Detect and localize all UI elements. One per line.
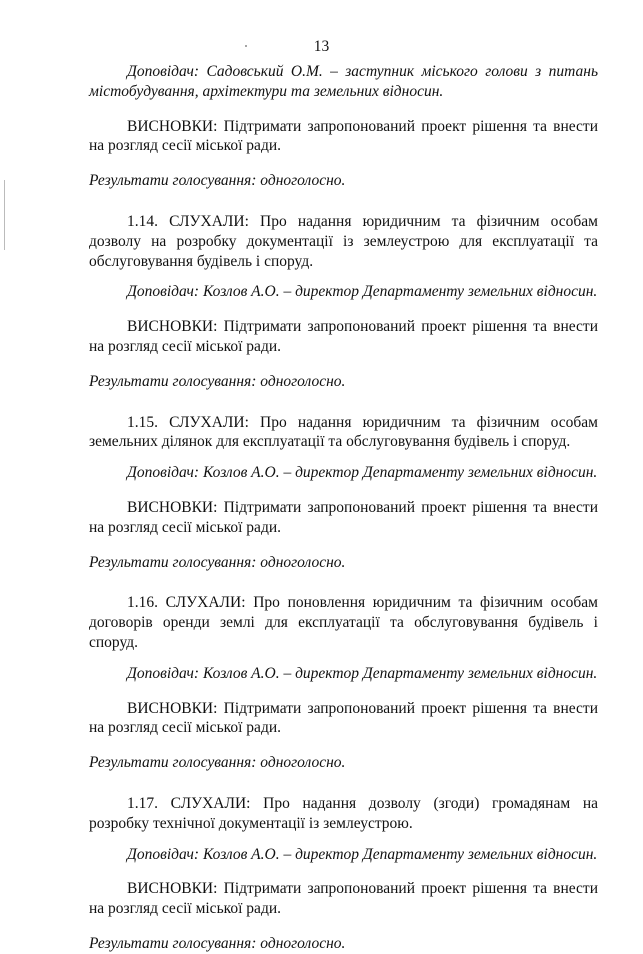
vote-result: Результати голосування: одноголосно. <box>89 754 346 772</box>
vote-result: Результати голосування: одноголосно. <box>89 553 346 571</box>
document-body <box>89 62 598 954</box>
conclusion-line: ВИСНОВКИ: Підтримати запропонований проект рішення та внести на розгляд сесії міської ради. <box>89 318 598 355</box>
reporter-line: Доповідач: Козлов А.О. – директор Департаменту земельних відносин. <box>127 664 598 682</box>
conclusion-line: ВИСНОВКИ: Підтримати запропонований проект рішення та внести на розгляд сесії міської ради. <box>89 498 598 536</box>
reporter-line: Доповідач: Садовський О.М. – заступник міського голови з питань містобудування, архітектури та земельних відносин. <box>89 63 598 100</box>
page-number: 13 <box>313 38 330 55</box>
vote-result: Результати голосування: одноголосно. <box>89 934 346 952</box>
scan-edge-mark <box>4 180 5 250</box>
agenda-item-1-15 <box>89 413 598 573</box>
heard-line: 1.15. СЛУХАЛИ: Про надання юридичним та фізичним особам земельних ділянок для експлуатації та обслуговування будівель і споруд. <box>89 413 598 451</box>
intro-block <box>89 62 598 191</box>
reporter-line: Доповідач: Козлов А.О. – директор Департаменту земельних відносин. <box>127 464 598 482</box>
conclusion-line: ВИСНОВКИ: Підтримати запропонований проект рішення та внести на розгляд сесії міської ради. <box>89 880 598 918</box>
conclusion-line: ВИСНОВКИ: Підтримати запропонований проект рішення та внести на розгляд сесії міської ради. <box>89 699 598 737</box>
reporter-line: Доповідач: Козлов А.О. – директор Департаменту земельних відносин. <box>127 845 598 863</box>
heard-line: 1.17. СЛУХАЛИ: Про надання дозволу (згоди) громадянам на розробку технічної документації із землеустрою. <box>89 794 598 832</box>
vote-result: Результати голосування: одноголосно. <box>89 172 346 190</box>
heard-line: 1.14. СЛУХАЛИ: Про надання юридичним та фізичним особам дозволу на розробку документації із землеустрою для експлуатації та обслуговування будівель і споруд. <box>89 212 598 270</box>
agenda-item-1-16 <box>89 593 598 773</box>
vote-result: Результати голосування: одноголосно. <box>89 372 346 390</box>
conclusion-line: ВИСНОВКИ: Підтримати запропонований проект рішення та внести на розгляд сесії міської ради. <box>89 117 598 155</box>
agenda-item-1-14 <box>89 212 598 392</box>
heard-line: 1.16. СЛУХАЛИ: Про поновлення юридичним та фізичним особам договорів оренди землі для експлуатації та обслуговування будівель і споруд. <box>89 594 598 651</box>
reporter-line: Доповідач: Козлов А.О. – директор Департаменту земельних відносин. <box>127 283 598 301</box>
agenda-item-1-17 <box>89 794 598 954</box>
